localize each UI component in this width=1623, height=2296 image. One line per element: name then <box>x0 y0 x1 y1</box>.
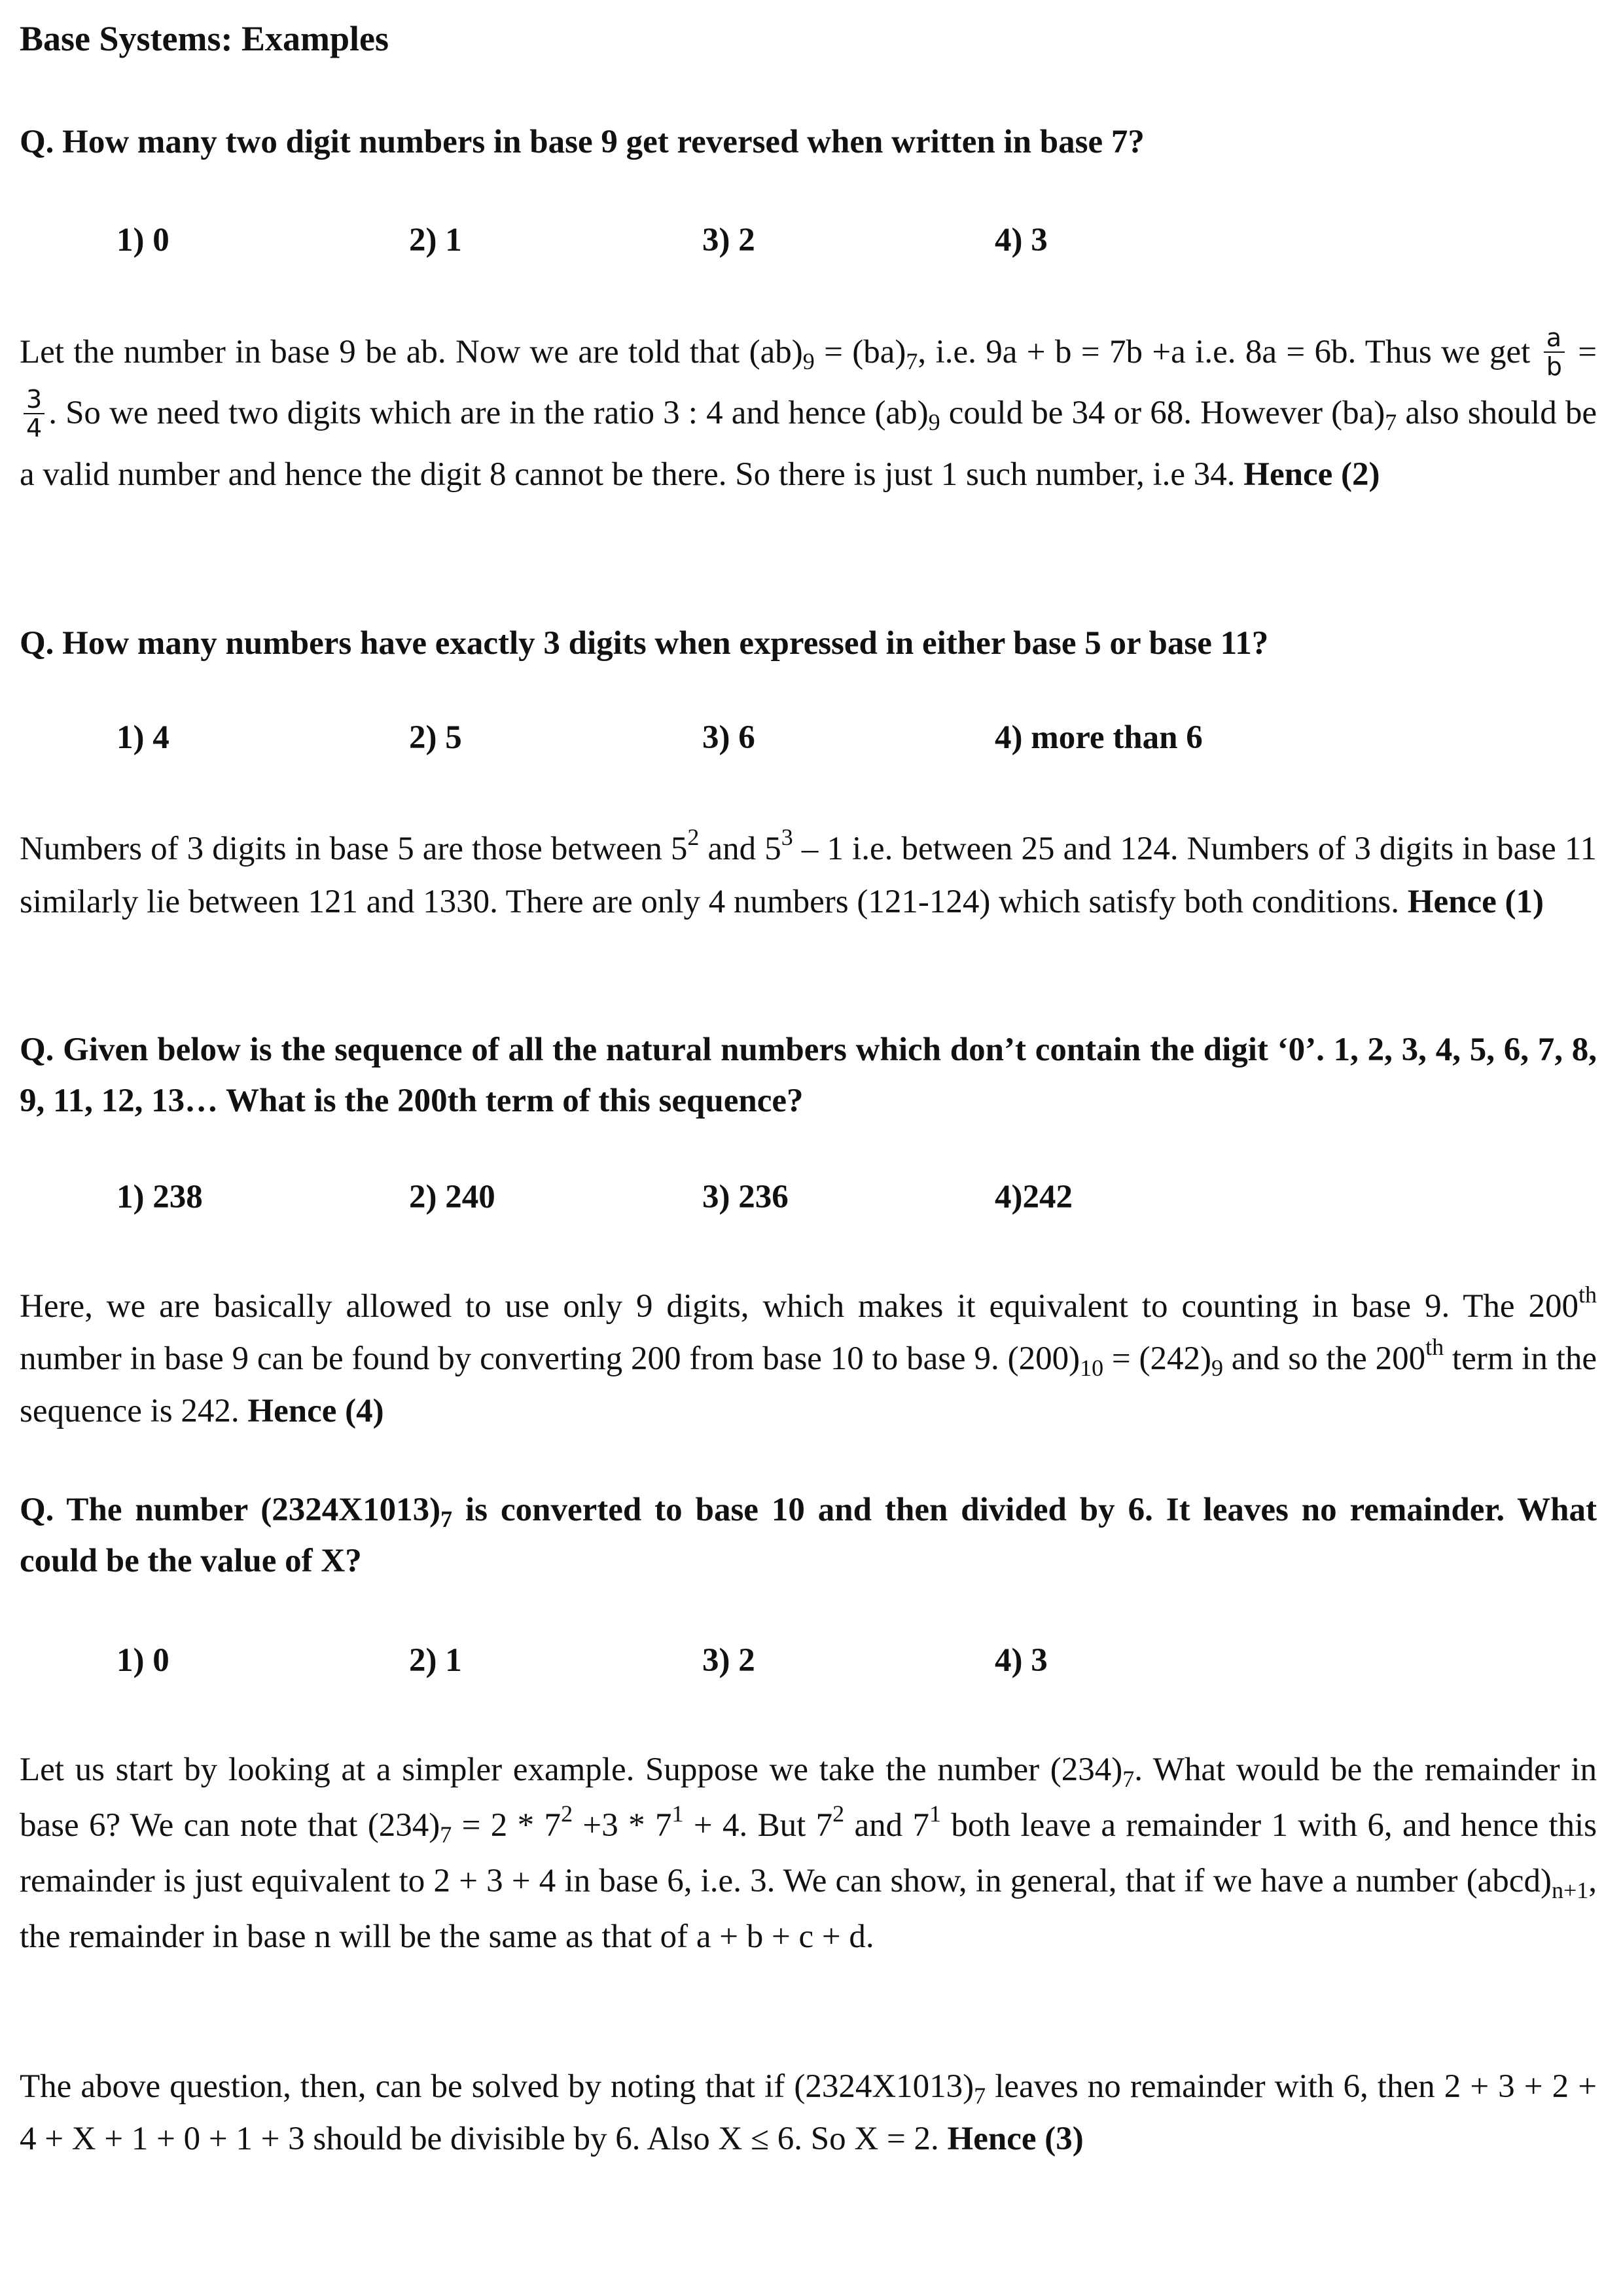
option: 4) 3 <box>995 1642 1048 1679</box>
option: 4) 3 <box>995 222 1048 259</box>
fraction-3-over-4: $\frac{3}{4}$ <box>24 386 45 442</box>
fraction-a-over-b: $\frac{a}{b}$ <box>1544 324 1565 380</box>
solution-1: Let the number in base 9 be ab. Now we are told that $(ab)_9 = (ba)_7$, i.e. 9a + b = 7b +a i.e. 8a = 6b. Thus we get $\frac{a}{b}$ = $\frac{3}{4}$ . So we need two digits which are in the ratio 3 : 4 and hence $(ab)_9$ could be 34 or 68. However $(ba)_7$ also should be a valid number and hence the digit 8 cannot be there. So there is just 1 such number, i.e 34. Hence (2) <box>20 323 1597 493</box>
question-4: Q. The number $(2324X1013)_7$ is converted to base 10 and then divided by 6. It leaves no remainder. What could be the value of X? <box>20 1492 1597 1579</box>
option: 1) 238 <box>116 1179 203 1215</box>
solution-4-conclusion: The above question, then, can be solved by noting that if $(2324X1013)_7$ leaves no remainder with 6, then 2 + 3 + 2 + 4 + X + 1 + 0 + 1 + 3 should be divisible by 6. Also X ≤ 6. So X = 2. Hence (3) <box>20 2068 1597 2157</box>
option: 4) more than 6 <box>995 719 1203 756</box>
solution-3: Here, we are basically allowed to use only 9 digits, which makes it equivalent to counting in base 9. The 200th number in base 9 can be found by converting 200 from base 10 to base 9. $(200)_{10} = (242)_9$ and so the 200th term in the sequence is 242. Hence (4) <box>20 1282 1597 1429</box>
solution-4: Let us start by looking at a simpler example. Suppose we take the number $(234)_7$. What would be the remainder in base 6? We can note that $(234)_7 = 2 * 7^2 +3 * 7^1 + 4$. But $7^2$ and $7^1$ both leave a remainder 1 with 6, and hence this remainder is just equivalent to 2 + 3 + 4 in base 6, i.e. 3. We can show, in general, that if we have a number $(abcd)_{n+1}$, the remainder in base n will be the same as that of a + b + c + d. <box>20 1751 1597 1955</box>
question-2: Q. How many numbers have exactly 3 digits when expressed in either base 5 or base 11? <box>20 625 1269 662</box>
option: 3) 236 <box>702 1179 789 1215</box>
option: 2) 1 <box>409 222 462 259</box>
option: 1) 0 <box>116 222 169 259</box>
answer: Hence (4) <box>247 1393 384 1429</box>
question-1-options <box>116 221 1556 267</box>
question-1: Q. How many two digit numbers in base 9 get reversed when written in base 7? <box>20 124 1145 160</box>
option: 4)242 <box>995 1179 1073 1215</box>
option: 2) 1 <box>409 1642 462 1679</box>
question-4-options <box>116 1641 1556 1687</box>
question-3: Q. Given below is the sequence of all the natural numbers which don’t contain the digit ‘0’. 1, 2, 3, 4, 5, 6, 7, 8, 9, 11, 12, 13… What is the 200th term of this sequence? <box>20 1031 1597 1119</box>
option: 2) 5 <box>409 719 462 756</box>
option: 3) 2 <box>702 222 755 259</box>
option: 1) 4 <box>116 719 169 756</box>
option: 3) 6 <box>702 719 755 756</box>
page-title: Base Systems: Examples <box>20 19 389 58</box>
question-2-options <box>116 719 1556 764</box>
answer: Hence (1) <box>1407 884 1544 920</box>
answer: Hence (3) <box>947 2121 1084 2157</box>
answer: Hence (2) <box>1243 456 1380 493</box>
solution-2: Numbers of 3 digits in base 5 are those between $5^2$ and $5^3 - 1$ i.e. between 25 and 124. Numbers of 3 digits in base 11 similarly lie between 121 and 1330. There are only 4 numbers (121-124) which satisfy both conditions. Hence (1) <box>20 824 1597 920</box>
option: 2) 240 <box>409 1179 495 1215</box>
option: 3) 2 <box>702 1642 755 1679</box>
question-3-options <box>116 1178 1556 1224</box>
option: 1) 0 <box>116 1642 169 1679</box>
